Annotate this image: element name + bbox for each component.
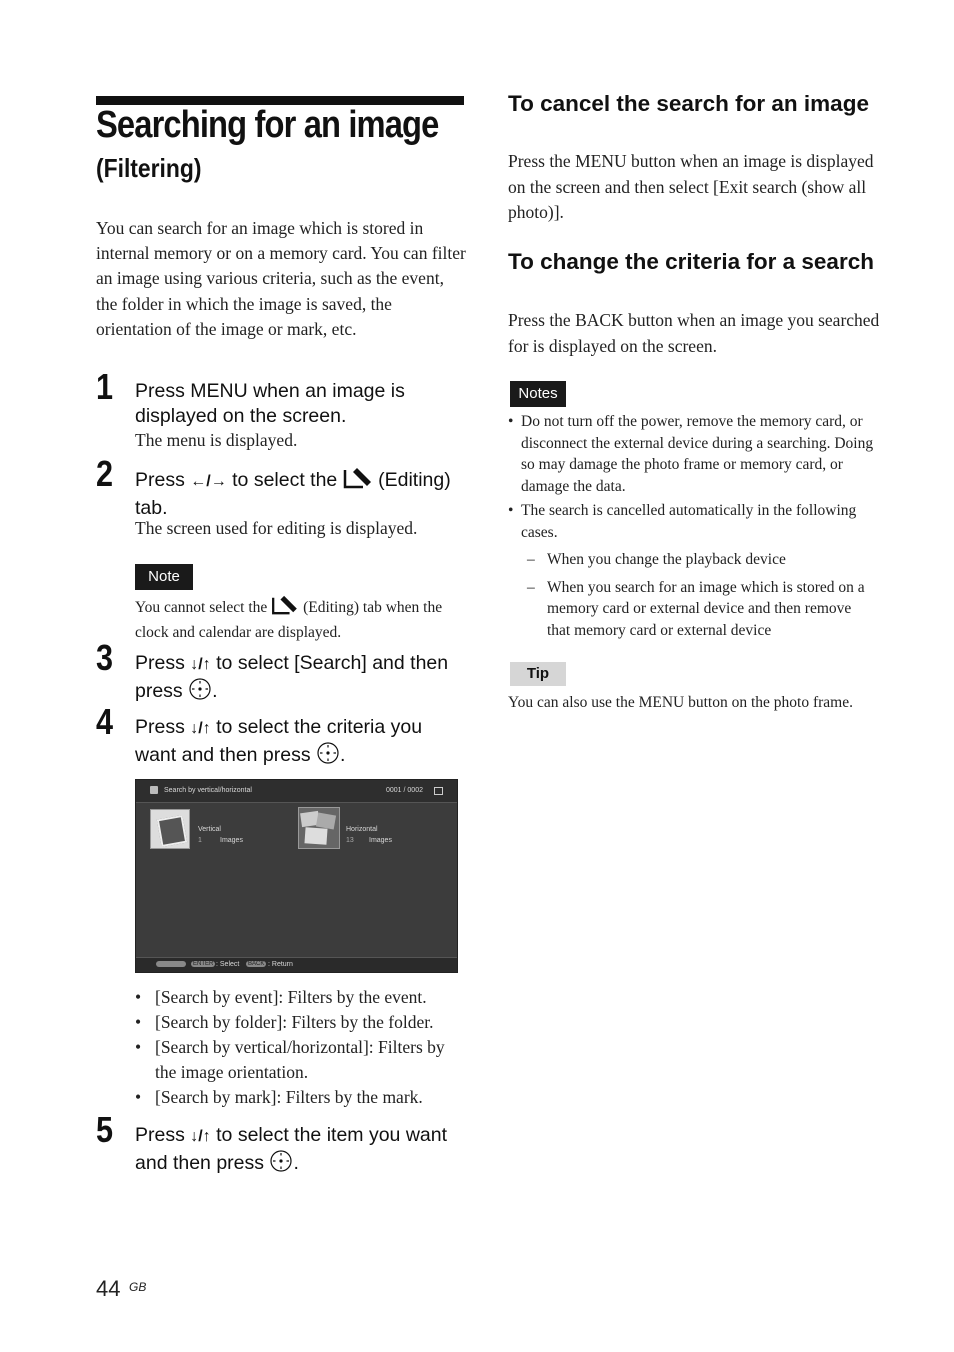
step-5-text-c: . (293, 1152, 299, 1174)
list-item: • [Search by event]: Filters by the event. (135, 985, 470, 1010)
tip-text: You can also use the MENU button on the photo frame. (508, 694, 853, 711)
screen-footer (136, 957, 457, 972)
step-3-text-a: Press (135, 652, 191, 674)
change-text: Press the BACK button when an image you searched for is displayed on the screen. (508, 310, 880, 356)
cancel-heading: To cancel the search for an image (508, 91, 869, 116)
direction-buttons-icon (156, 961, 186, 967)
step-3-text-b: to select [Search] and then press (135, 652, 449, 702)
screen-counter: 0001 / 0002 (386, 787, 423, 794)
search-folder-icon (150, 786, 158, 794)
step-4-number: 4 (96, 701, 114, 742)
step-4-text-b: to select the criteria you want and then press (135, 716, 423, 766)
down-up-arrows-icon: ↓/↑ (190, 1128, 211, 1145)
step-1-number: 1 (96, 366, 114, 407)
down-up-arrows-icon: ↓/↑ (190, 720, 211, 737)
editing-tab-icon (343, 467, 373, 496)
filter-options-list (135, 985, 470, 1110)
step-2-text-a: Press (135, 469, 191, 491)
page-number: 44 (96, 1276, 121, 1301)
step-4-text (135, 715, 465, 772)
list-item: • [Search by mark]: Filters by the mark. (135, 1085, 470, 1110)
horizontal-thumbnail (298, 807, 340, 849)
enter-button-icon (269, 1149, 293, 1180)
step-5-text (135, 1123, 465, 1180)
note-text-a: You cannot select the (135, 599, 272, 616)
step-5-number: 5 (96, 1109, 114, 1150)
screen-header (136, 780, 457, 803)
step-4-text-c: . (340, 744, 346, 766)
list-sub-item: – When you search for an image which is stored on a memory card or external device and then remove that memory card or external device (508, 577, 878, 642)
step-3-number: 3 (96, 637, 114, 678)
tip-label: Tip (510, 662, 566, 686)
editing-tab-icon (271, 595, 299, 622)
down-up-arrows-icon: ↓/↑ (190, 656, 211, 673)
device-screen-image (135, 779, 458, 973)
step-3-text-c: . (212, 680, 218, 702)
cancel-text: Press the MENU button when an image is displayed on the screen and then select [Exit search (show all photo)]. (508, 151, 874, 222)
step-5-text-a: Press (135, 1124, 191, 1146)
enter-badge: ENTER (193, 961, 214, 967)
notes-list (508, 411, 878, 641)
step-2-text-b: to select the (226, 469, 343, 491)
vertical-unit: Images (220, 837, 243, 844)
footer-select-text: : Select (216, 961, 240, 968)
screen-header-title: Search by vertical/horizontal (164, 787, 252, 794)
step-2-result: The screen used for editing is displayed. (135, 518, 418, 538)
note-text (135, 595, 465, 643)
horizontal-unit: Images (369, 837, 392, 844)
vertical-thumbnail (150, 809, 190, 849)
note-text-b: (Editing) tab when the clock and calendar are displayed. (135, 599, 443, 641)
enter-button-icon (316, 741, 340, 772)
memory-icon (434, 787, 443, 795)
step-2-text-c: (Editing) tab. (135, 469, 451, 519)
note-label: Note (135, 564, 193, 590)
change-heading: To change the criteria for a search (508, 249, 874, 274)
step-3-text (135, 651, 465, 708)
list-sub-item: – When you change the playback device (508, 549, 878, 571)
step-2-text (135, 467, 465, 521)
vertical-label: Vertical (198, 826, 221, 833)
horizontal-count: 13 (346, 837, 354, 844)
footer-return-text: : Return (268, 961, 293, 968)
step-4-text-a: Press (135, 716, 191, 738)
vertical-count: 1 (198, 837, 202, 844)
page-title: Searching for an image (96, 104, 439, 146)
list-item: • [Search by vertical/horizontal]: Filters by the image orientation. (135, 1035, 470, 1085)
page-region-code: GB (129, 1280, 147, 1294)
list-item: • Do not turn off the power, remove the memory card, or disconnect the external device during a searching. Doing so may damage the photo frame or memory card, or damage the data. (508, 411, 878, 497)
left-right-arrows-icon: ←/→ (190, 473, 227, 490)
intro-paragraph: You can search for an image which is stored in internal memory or on a memory card. You can filter an image using various criteria, such as the event, the folder in which the image is saved, the orientation of the image or mark, etc. (96, 218, 466, 339)
page-subtitle: (Filtering) (96, 153, 202, 183)
horizontal-label: Horizontal (346, 826, 378, 833)
step-1-result: The menu is displayed. (135, 430, 298, 450)
back-badge: BACK (248, 961, 265, 967)
notes-label: Notes (510, 381, 566, 407)
step-5-text-b: to select the item you want and then press (135, 1124, 448, 1174)
step-2-number: 2 (96, 453, 114, 494)
list-item: • [Search by folder]: Filters by the folder. (135, 1010, 470, 1035)
step-1-text: Press MENU when an image is displayed on the screen. (135, 380, 405, 427)
list-item: • The search is cancelled automatically in the following cases. (508, 500, 878, 543)
enter-button-icon (188, 677, 212, 708)
